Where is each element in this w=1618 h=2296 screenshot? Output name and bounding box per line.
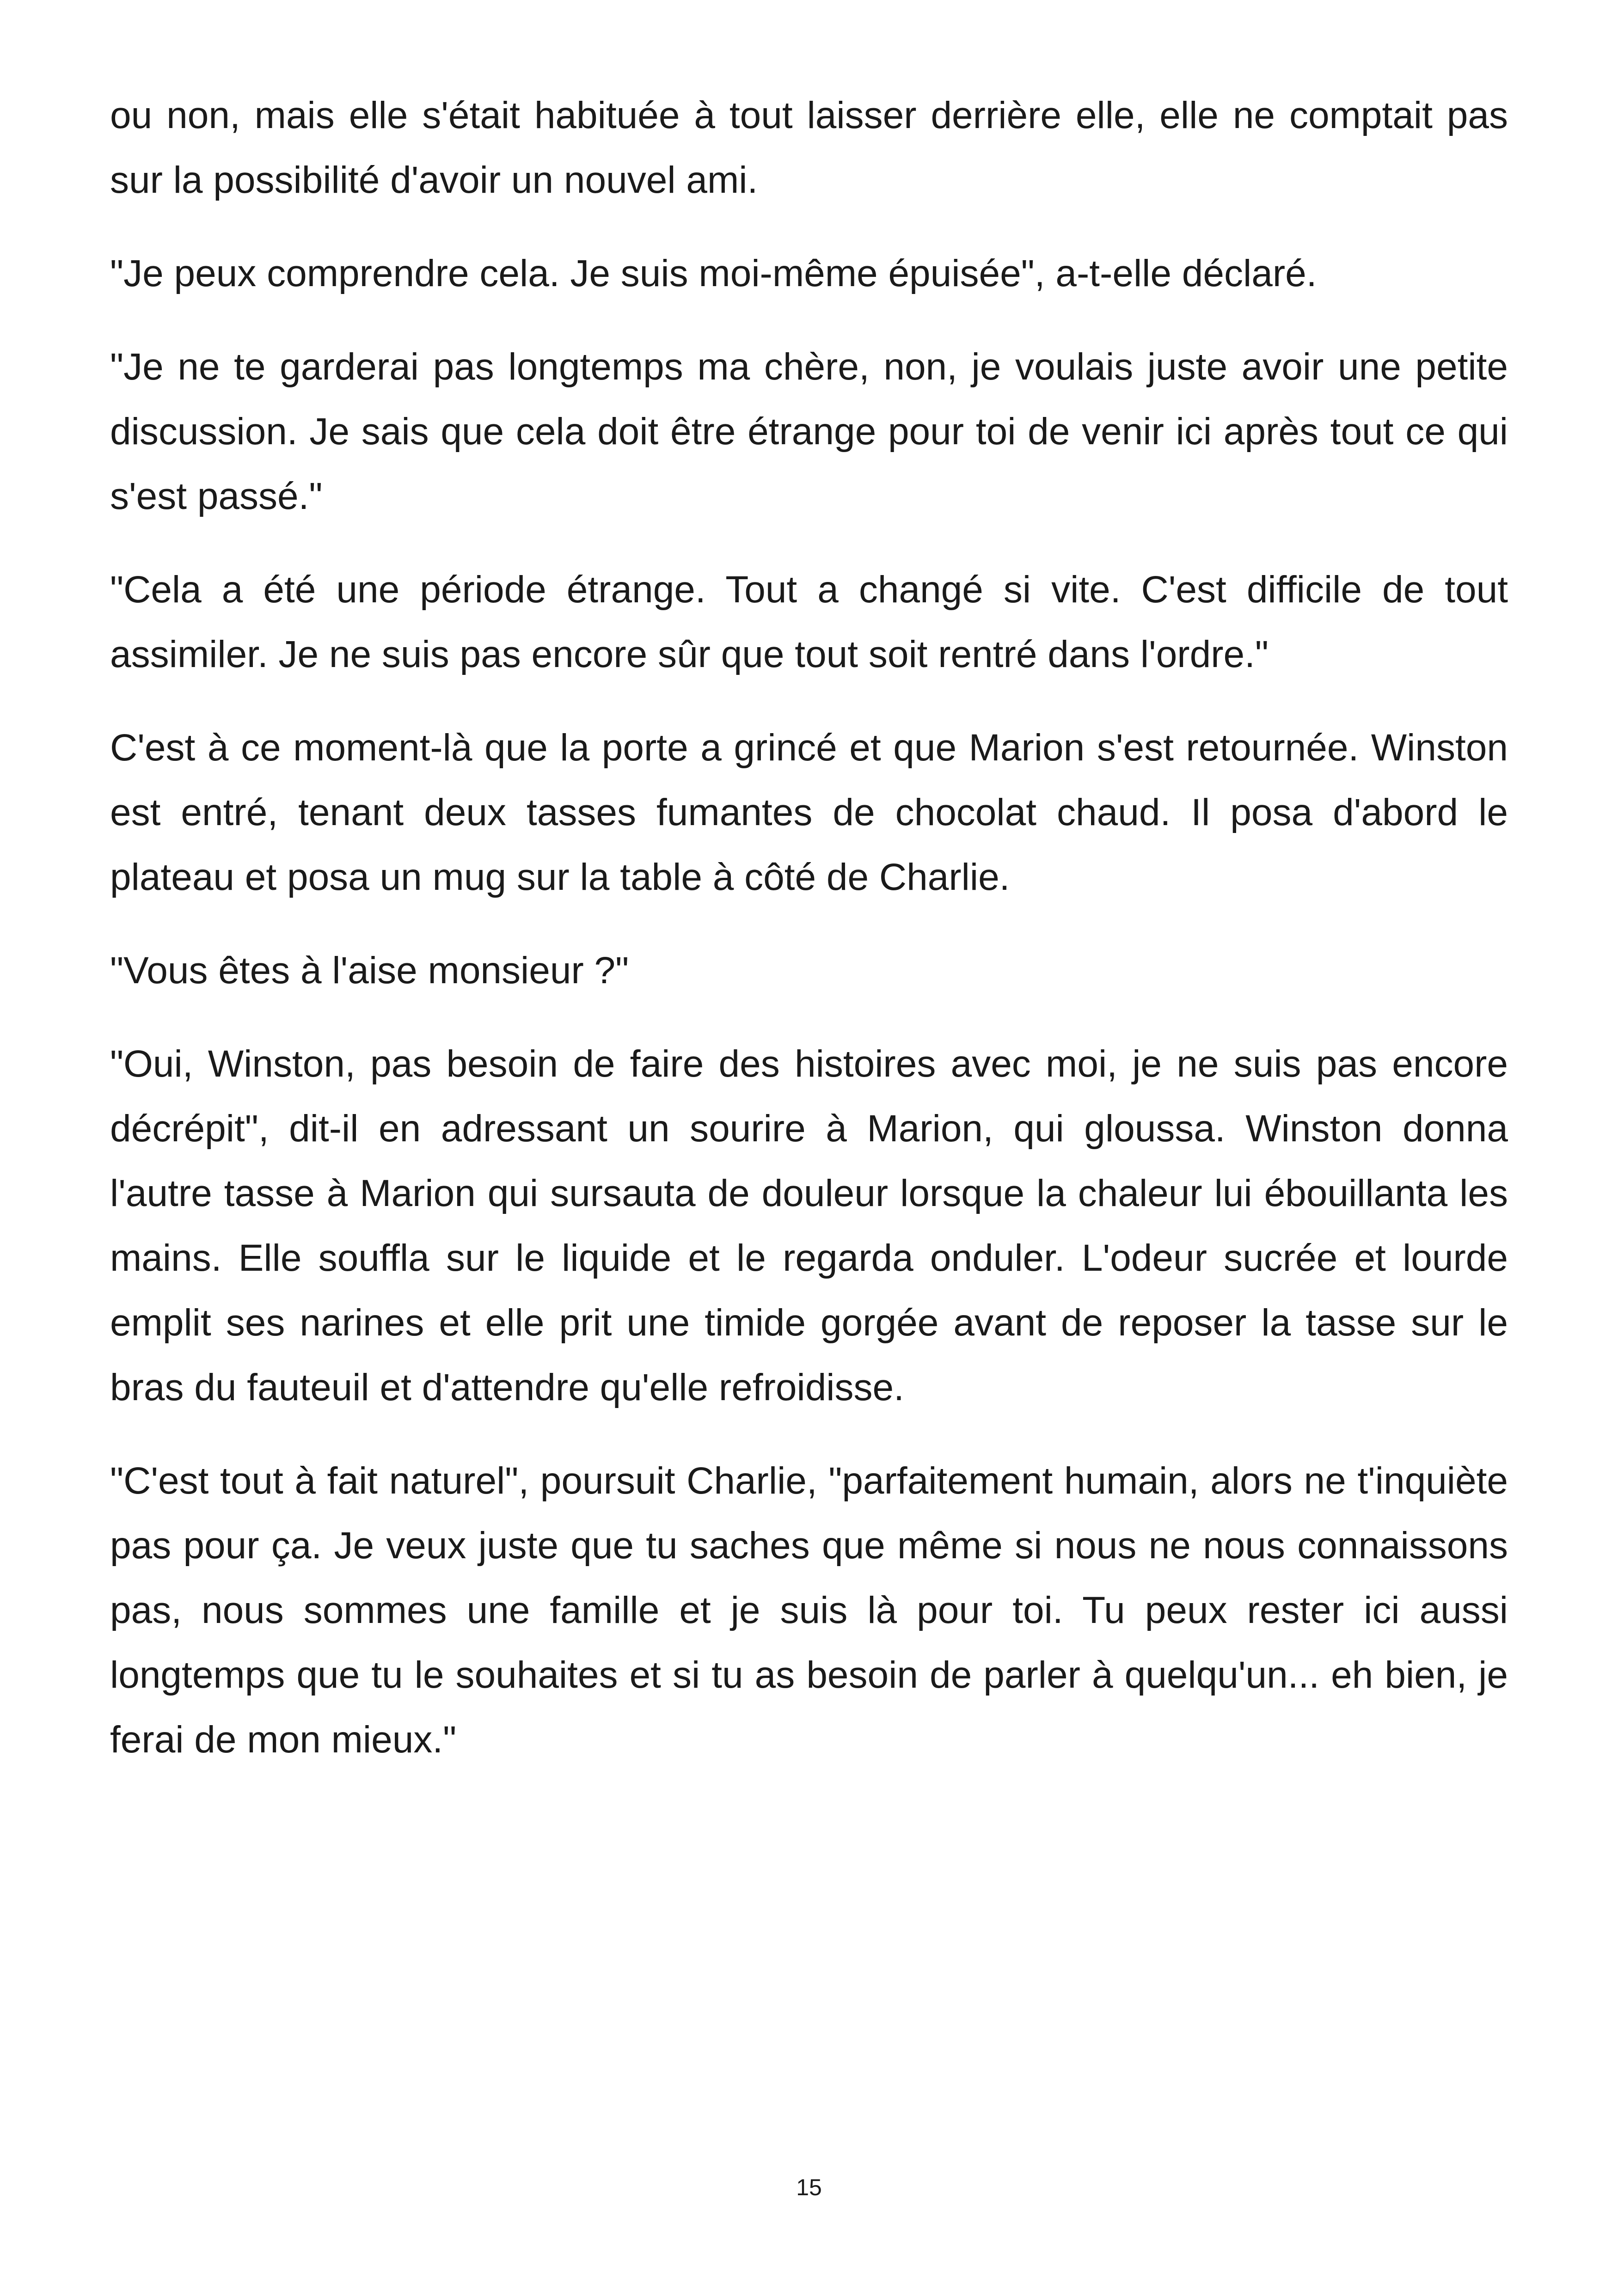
paragraph: "Vous êtes à l'aise monsieur ?" [110, 949, 629, 992]
paragraph: "Je ne te garderai pas longtemps ma chère, non, je voulais juste avoir une petite discussion. Je sais que cela doit être étrange pour toi de venir ici après tout ce qui s'est passé." [110, 346, 1508, 517]
paragraph: ou non, mais elle s'était habituée à tout laisser derrière elle, elle ne comptait pas sur la possibilité d'avoir un nouvel ami. [110, 94, 1508, 201]
page-number: 15 [796, 2174, 822, 2200]
paragraph: "Cela a été une période étrange. Tout a changé si vite. C'est difficile de tout assimiler. Je ne suis pas encore sûr que tout soit rentré dans l'ordre." [110, 569, 1508, 675]
paragraph: "C'est tout à fait naturel", poursuit Charlie, "parfaitement humain, alors ne t'inquiète pas pour ça. Je veux juste que tu saches que même si nous ne nous connaissons pas, nous sommes une famille et je suis là pour toi. Tu peux rester ici aussi longtemps que tu le souhaites et si tu as besoin de parler à quelqu'un... eh bien, je ferai de mon mieux." [110, 1460, 1508, 1761]
body-text [110, 83, 1508, 1801]
paragraph: C'est à ce moment-là que la porte a grincé et que Marion s'est retournée. Winston est entré, tenant deux tasses fumantes de chocolat chaud. Il posa d'abord le plateau et posa un mug sur la table à côté de Charlie. [110, 727, 1508, 898]
paragraph: "Je peux comprendre cela. Je suis moi-même épuisée", a-t-elle déclaré. [110, 252, 1317, 294]
paragraph: "Oui, Winston, pas besoin de faire des histoires avec moi, je ne suis pas encore décrépit", dit-il en adressant un sourire à Marion, qui gloussa. Winston donna l'autre tasse à Marion qui sursauta de douleur lorsque la chaleur lui ébouillanta les mains. Elle souffla sur le liquide et le regarda onduler. L'odeur sucrée et lourde emplit ses narines et elle prit une timide gorgée avant de reposer la tasse sur le bras du fauteuil et d'attendre qu'elle refroidisse. [110, 1043, 1508, 1408]
